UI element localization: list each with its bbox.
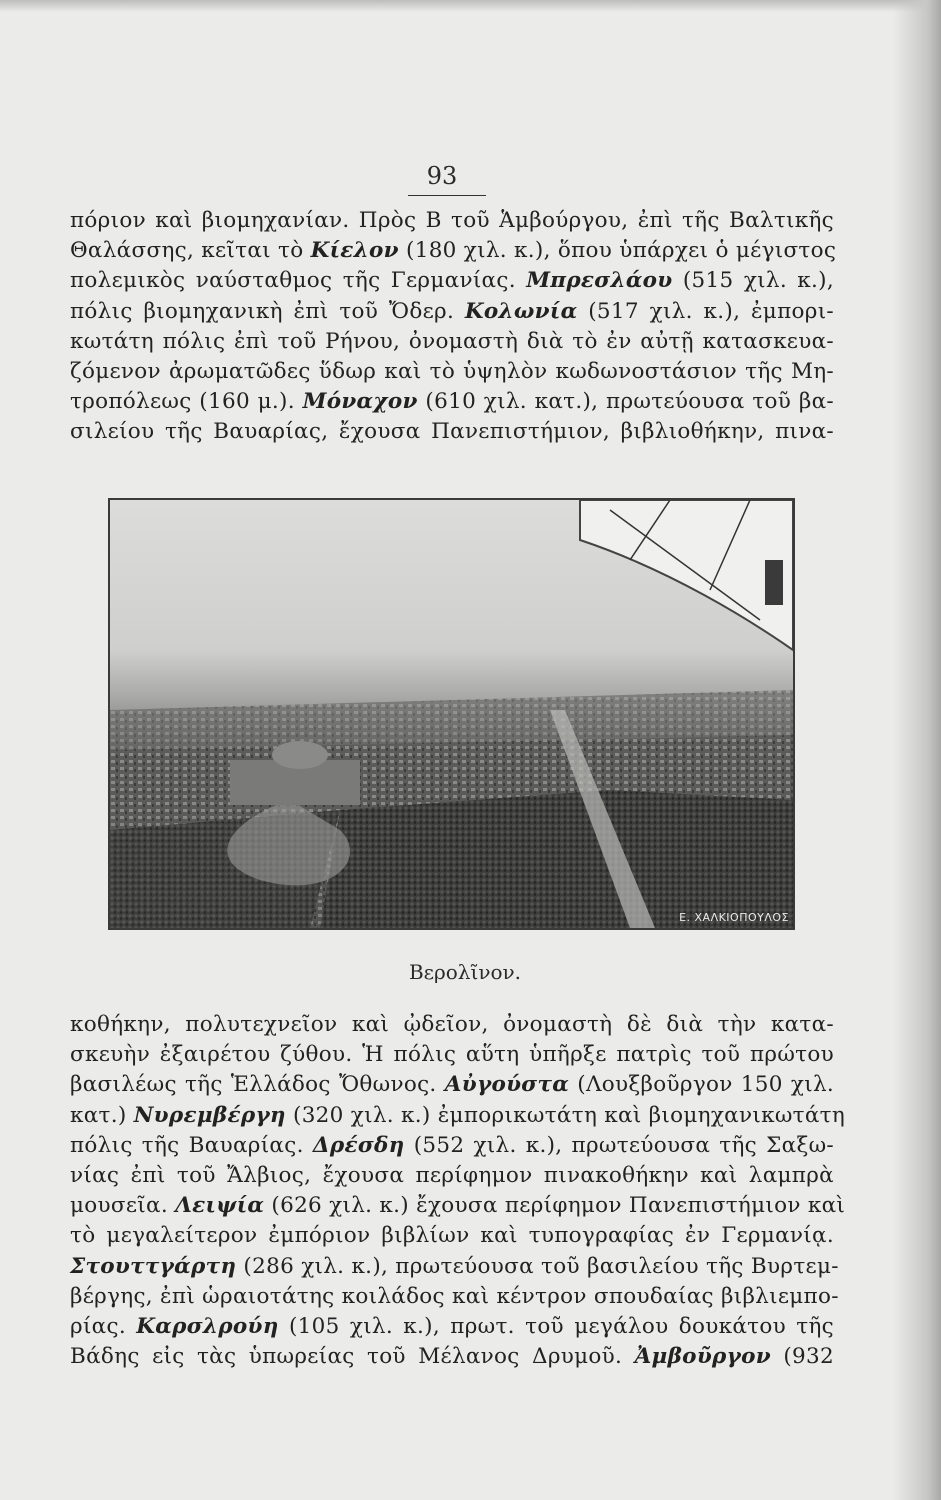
text-line — [70, 1191, 846, 1221]
text-line — [70, 297, 834, 327]
text-line — [70, 327, 834, 357]
text-line — [70, 387, 834, 417]
text-run: (626 χιλ. κ.) ἔχουσα περίφημον Πανεπιστήμιον καὶ — [264, 1193, 846, 1219]
text-line — [70, 1131, 834, 1161]
text-run: πόλις τῆς Βαυαρίας. — [70, 1132, 313, 1158]
page-top-shadow — [0, 0, 941, 12]
page-number-rule — [408, 195, 486, 196]
bold-place-name: Αὐγούστα — [444, 1072, 570, 1098]
text-run: Θαλάσσης, κεῖται τὸ — [70, 238, 311, 264]
text-line — [70, 357, 834, 387]
text-line — [70, 1070, 834, 1100]
text-run: βασιλέως τῆς Ἑλλάδος Ὄθωνος. — [70, 1072, 445, 1098]
photo-image — [110, 500, 793, 928]
text-run: (286 χιλ. κ.), πρωτεύουσα τοῦ βασιλείου τῆς Βυρτεμ- — [236, 1253, 839, 1279]
text-run: ζόμενον ἀρωματῶδες ὕδωρ καὶ τὸ ὑψηλὸν κωδωνοστάσιον τῆς Μη- — [70, 359, 834, 384]
text-run: (320 χιλ. κ.) ἐμπορικωτάτη καὶ βιομηχανικωτάτη — [285, 1102, 846, 1128]
page-number: 93 — [426, 162, 458, 190]
text-run: (180 χιλ. κ.), ὅπου ὑπάρχει ὁ μέγιστος — [398, 238, 837, 264]
text-run: (552 χιλ. κ.), πρωτεύουσα τῆς Σαξω- — [404, 1132, 834, 1158]
bold-place-name: Καρσλρούη — [136, 1314, 279, 1339]
text-run: σκευὴν ἐξαιρέτου ζύθου. Ἡ πόλις αὕτη ὑπῆρξε πατρὶς τοῦ πρώτου — [70, 1042, 834, 1068]
text-line — [70, 1161, 834, 1191]
bold-place-name: Κολωνία — [464, 298, 578, 324]
text-line — [70, 206, 834, 236]
text-run: Βάδης εἰς τὰς ὑπωρείας τοῦ Μέλανος Δρυμοῦ. — [70, 1344, 635, 1370]
text-line — [70, 1312, 834, 1342]
text-line — [70, 1342, 834, 1372]
text-run: τροπόλεως (160 μ.). — [70, 389, 303, 415]
text-run: μουσεῖα. — [70, 1193, 176, 1219]
text-run: κατ.) — [70, 1102, 134, 1128]
bold-place-name: Νυρεμβέργη — [133, 1102, 286, 1128]
text-run: νίας ἐπὶ τοῦ Ἄλβιος, ἔχουσα περίφημον πινακοθήκην καὶ λαμπρὰ — [70, 1163, 834, 1188]
bold-place-name: Μόναχον — [302, 389, 418, 415]
text-run: βέργης, ἐπὶ ὡραιοτάτης κοιλάδος καὶ κέντρον σπουδαίας βιβλιεμπο- — [70, 1283, 839, 1309]
text-run: τὸ μεγαλείτερον ἐμπόριον βιβλίων καὶ τυπογραφίας ἐν Γερμανίᾳ. — [70, 1223, 834, 1249]
text-line — [70, 236, 837, 266]
text-line — [70, 1252, 839, 1282]
figure-caption: Βερολῖνον. — [408, 960, 522, 984]
text-line — [70, 1101, 846, 1131]
text-run: πόλις βιομηχανικὴ ἐπὶ τοῦ Ὄδερ. — [70, 298, 465, 324]
bold-place-name: Στουττγάρτη — [70, 1253, 237, 1279]
text-run: κοθήκην, πολυτεχνεῖον καὶ ᾠδεῖον, ὀνομαστὴ δὲ διὰ τὴν κατα- — [70, 1012, 834, 1037]
text-line — [70, 417, 834, 447]
bold-place-name: Κίελον — [310, 238, 399, 264]
text-run: (Λουξβοῦργον 150 χιλ. — [569, 1072, 835, 1098]
text-run: (932 — [770, 1344, 834, 1370]
text-line — [70, 1282, 839, 1312]
text-run: κωτάτη πόλις ἐπὶ τοῦ Ρήνου, ὀνομαστὴ διὰ τὸ ἐν αὐτῇ κατασκευα- — [70, 328, 834, 354]
page-binding-shadow — [893, 0, 941, 1500]
text-run: (517 χιλ. κ.), ἐμπορι- — [577, 298, 834, 324]
text-line — [70, 1040, 834, 1070]
bold-place-name: Ἀμβοῦργον — [634, 1344, 771, 1370]
text-run: ρίας. — [70, 1314, 137, 1339]
text-line — [70, 1010, 834, 1040]
text-line — [70, 266, 834, 296]
text-run: (515 χιλ. κ.), — [672, 268, 834, 294]
text-run: πόριον καὶ βιομηχανίαν. Πρὸς Β τοῦ Ἁμβούργου, ἐπὶ τῆς Βαλτικῆς — [70, 208, 834, 233]
berlin-aerial-photo — [108, 498, 795, 930]
text-run: πολεμικὸς ναύσταθμος τῆς Γερμανίας. — [70, 268, 527, 294]
bold-place-name: Μπρεσλάου — [526, 268, 673, 294]
text-run: (105 χιλ. κ.), πρωτ. τοῦ μεγάλου δουκάτου τῆς — [278, 1314, 834, 1339]
text-run: σιλείου τῆς Βαυαρίας, ἔχουσα Πανεπιστήμιον, βιβλιοθήκην, πινα- — [70, 419, 834, 445]
photo-credit: Ε. ΧΑΛΚΙΟΠΟΥΛΟΣ — [679, 911, 789, 924]
bold-place-name: Δρέσδη — [312, 1132, 405, 1158]
text-line — [70, 1221, 834, 1251]
text-run: (610 χιλ. κατ.), πρωτεύουσα τοῦ βα- — [417, 389, 834, 415]
bold-place-name: Λειψία — [175, 1193, 265, 1219]
